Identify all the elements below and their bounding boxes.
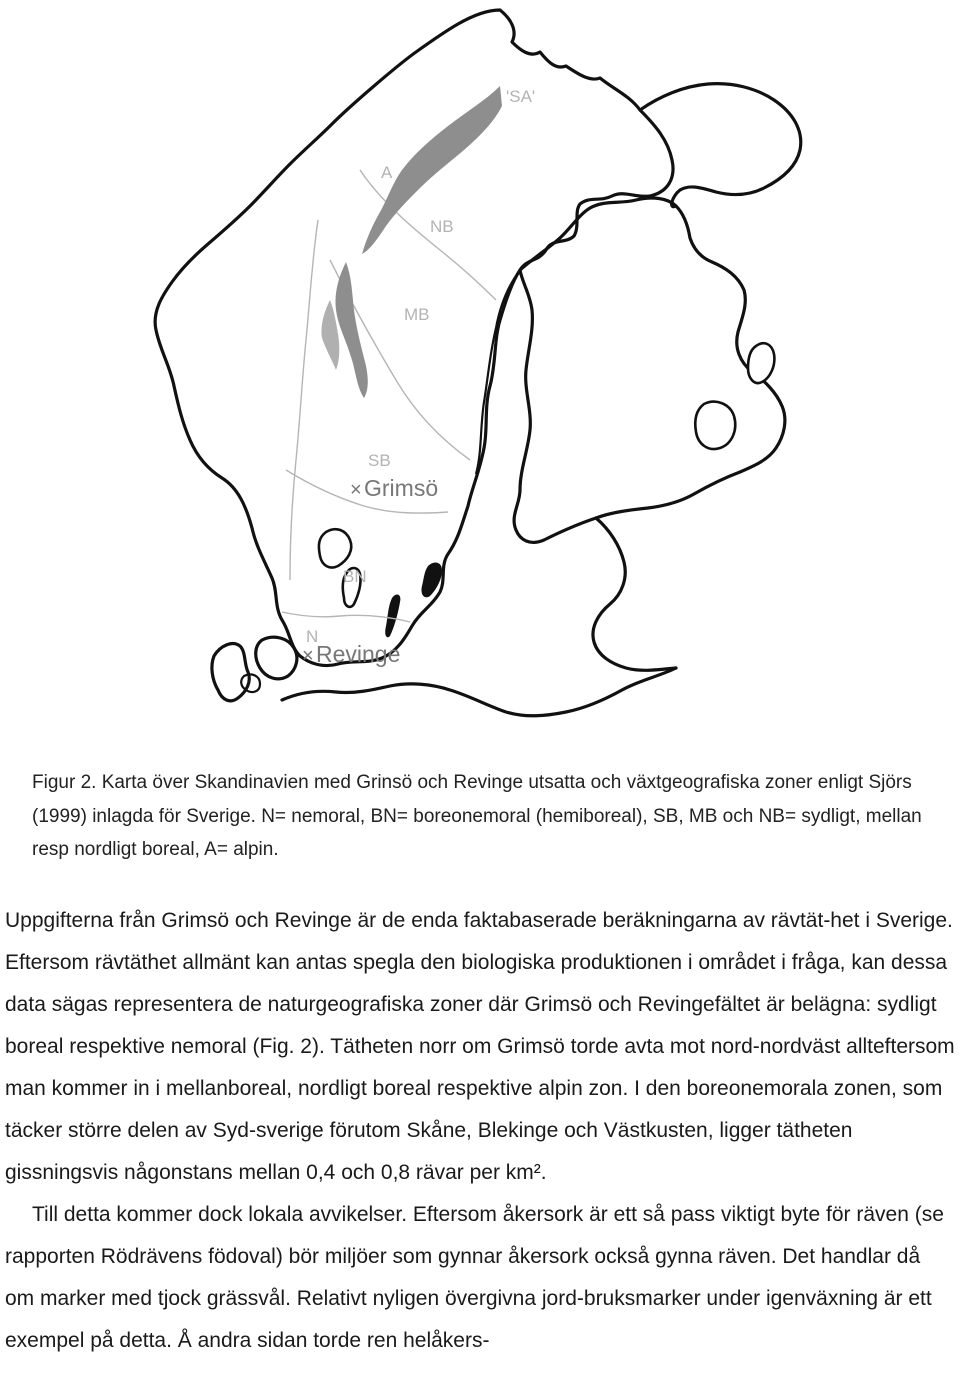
denmark-jutland-coastline	[212, 644, 249, 701]
zone-border-west	[290, 220, 318, 580]
body-text	[5, 900, 955, 1362]
grimso-marker-icon: ×	[350, 479, 362, 501]
zone-label-bn: BN	[343, 567, 367, 586]
figure-caption: Figur 2. Karta över Skandinavien med Grinsö och Revinge utsatta och växtgeografiska zoner enligt Sjörs (1999) inlagda för Sverige. N= nemoral, BN= boreonemoral (hemiboreal), SB, MB och NB= sydligt, mellan resp nordligt boreal, A= alpin.	[32, 772, 922, 860]
finland-kola-coastline	[514, 198, 785, 542]
zone-label-a: A	[381, 163, 393, 182]
paragraph: Uppgifterna från Grimsö och Revinge är de enda faktabaserade beräkningarna av rävtät-het i Sverige. Eftersom rävtäthet allmänt kan antas spegla den biologiska produktionen i området i fråga, kan dessa data sägas representera de naturgeografiska zoner där Grimsö och Revingefältet är belägna: sydligt boreal respektive nemoral (Fig. 2). Tätheten norr om Grimsö torde avta mot nord-nordväst allteftersom man kommer in i mellanboreal, nordligt boreal respektive alpin zon. I den boreonemorala zonen, som täcker större delen av Syd-sverige förutom Skåne, Blekinge och Västkusten, ligger tätheten gissningsvis någonstans mellan 0,4 och 0,8 rävar per km².	[5, 909, 955, 1184]
zone-label-n: N	[306, 627, 319, 646]
revinge-marker-icon: ×	[302, 645, 314, 667]
zone-label-nb: NB	[430, 217, 454, 236]
gulf-of-bothnia-coast	[476, 270, 520, 474]
zone-border-nb-mb	[360, 170, 496, 300]
baltic-states-coast	[593, 518, 676, 670]
revinge-label: Revinge	[316, 641, 401, 667]
alpine-zone-central	[335, 262, 367, 398]
zone-label-sb: SB	[368, 451, 391, 470]
island-oland	[385, 595, 400, 638]
grimso-label: Grimsö	[364, 475, 439, 501]
baltic-south-coast	[282, 668, 676, 716]
lake-onega	[748, 343, 774, 383]
zone-label-mb: MB	[404, 305, 430, 324]
paragraph: Till detta kommer dock lokala avvikelser. Eftersom åkersork är ett så pass viktigt byte för räven (se rapporten Rödrävens födoval) bör miljöer som gynnar åkersork också gynna räven. Det handlar då om marker med tjock grässvål. Relativt nyligen övergivna jord-bruksmarker under igenväxning är ett exempel på detta. Å andra sidan torde ren helåkers-	[5, 1203, 944, 1352]
scandinavia-coastline	[155, 10, 673, 666]
lake-ladoga	[695, 402, 735, 449]
denmark-zealand-coastline	[256, 637, 297, 679]
zone-label-sa: 'SA'	[506, 87, 536, 106]
lake-vanern	[319, 529, 351, 567]
